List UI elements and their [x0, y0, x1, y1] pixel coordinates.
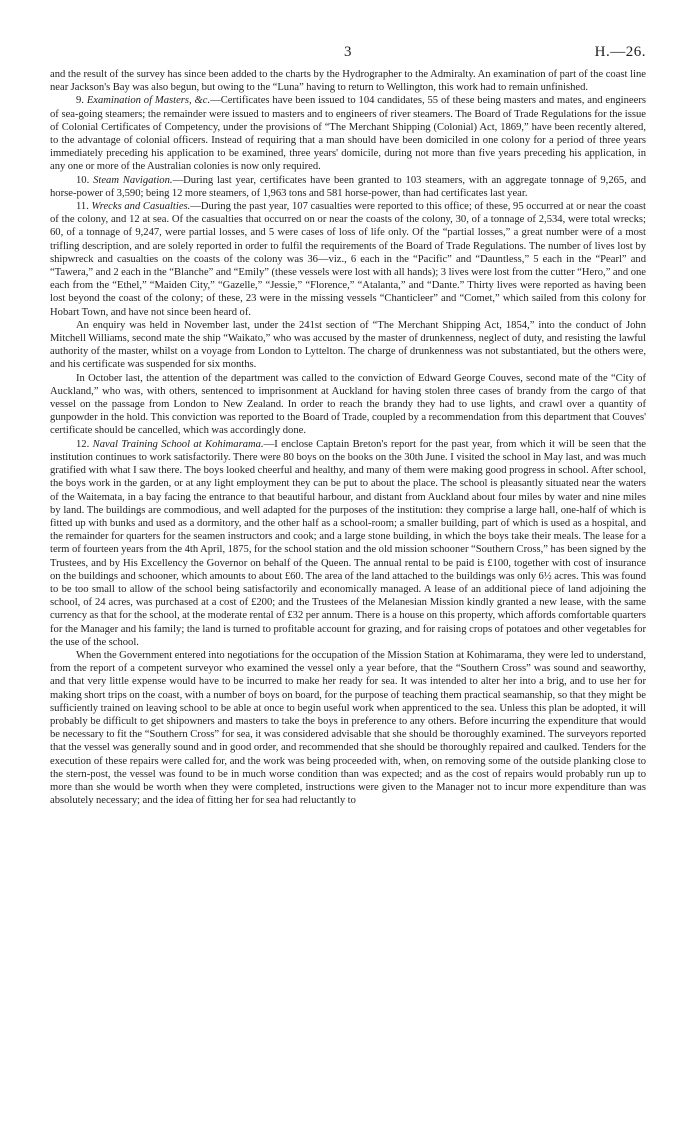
section-number: 11.: [76, 201, 89, 213]
paragraph-text: An enquiry was held in November last, under the 241st section of “The Merchant Shipping Act, 1854,” into the conduct of John Mitchell Williams, second mate the ship “Waikato,” who was accused by the master of drunkenness, neglect of duty, and resisting the lawful authority of the master, whilst on a voyage from London to Lyttelton. The charge of drunkenness was not substantiated, but the others were, and his certificate was suspended for six months.: [50, 319, 646, 371]
section-number: 10.: [76, 174, 90, 186]
page-number: 3: [344, 44, 352, 60]
paragraph-text: —I enclose Captain Breton's report for the past year, from which it will be seen that the institution continues to work satisfactorily. There were 80 boys on the books on the 30th June. I visited the school in May last, and was much gratified with what I saw there. The boys looked cheerful and healthy, and many of them were making good progress in school. After school, the boys work in the garden, or at any light employment they can be put to about the place. The school is pleasantly situated near the waters of the Waitemata, in a bay facing the entrance to that beautiful harbour, and distant from Auckland about four miles by water and nine miles by land. The buildings are commodious, and well adapted for the purposes of the institution: they comprise a large hall, one-half of which is fitted up with bunks and used as a dormitory, and the other half as a school-room; a smaller building, part of which is used as a hospital, and the remainder for quarters for the seamen instructors and cook; and a large stone building, in which the boys take their meals. The lease for a term of fourteen years from the 4th April, 1875, for the school station and the old mission schooner “Southern Cross,” has been signed by the Trustees, and by His Excellency the Governor on behalf of the Queen. The annual rental to be paid is £100, together with cost of insurance on the buildings and schooner, which amounts to about £60. The area of the land attached to the buildings was only 6½ acres. This was found to be too small to allow of the school being satisfactorily and economically managed. A lease of an additional piece of land adjoining the school, of 24 acres, was purchased at a cost of £200; and the Trustees of the Melanesian Mission kindly granted a new lease, with the same currency as that for the school, at the moderate rental of £32 per annum. There is a house on this property, which affords comfortable quarters for the Manager and his family; the land is turned to profitable account for grazing, and for raising crops of potatoes and other vegetables for the use of the school.: [50, 438, 646, 648]
section-title: Naval Training School at Kohimarama.: [92, 438, 264, 450]
section-number: 9.: [76, 95, 84, 107]
paragraph-southern-cross: [50, 649, 646, 807]
paragraph-text: In October last, the attention of the department was called to the conviction of Edward George Couves, second mate of the “City of Auckland,” who was, with others, sentenced to imprisonment at Auckland for having stolen three cases of brandy from the cargo of that vessel on the passage from London to New Zealand. In order to reach the brandy they had to use lights, and crawl over a quantity of gunpowder in the hold. This conviction was reported to the Board of Trade, coupled by a recommendation from this department that Couves' certificate should be cancelled, which was accordingly done.: [50, 372, 646, 437]
paragraph-text: —During the past year, 107 casualties were reported to this office; of these, 95 occurred at or near the coast of the colony, and 12 at sea. Of the casualties that occurred on or near the coasts of the colony, 30, of a tonnage of 2,534, were total wrecks; 60, of a tonnage of 9,247, were partial losses, and 5 were cases of loss of life only. Of the “partial losses,” a great number were of a most trifling description, and are solely reported in order to fulfil the requirements of the Board of Trade Regulations. The number of lives lost by shipwreck and casualties on the coasts of the colony was 36—viz., 6 each in the “Pacific” and “Dauntless,” 5 each in the “Pearl” and “Tawera,” and 2 each in the “Blanche” and “Emily” (these vessels were lost with all hands); 3 lives were lost from the cutter “Hero,” and one each from the “Ethel,” “Maiden City,” “Gazelle,” “Jessie,” “Florence,” “Atalanta,” and “Dante.” Thirty lives were reported as having been lost beyond the coast of the colony; of these, 23 were in the missing vessels “Chanticleer” and “Comet,” which sailed from this colony for Hobart Town, and have not since been heard of.: [50, 201, 646, 318]
paragraph-text: When the Government entered into negotiations for the occupation of the Mission Station at Kohimarama, they were led to understand, from the report of a competent surveyor who examined the vessel only a year before, that the “Southern Cross” was sound and seaworthy, and that very little expense would have to be incurred to make her ready for sea. It was intended to alter her into a brig, and to use her for making short trips on the coast, with a number of boys on board, for the purpose of teaching them practical seamanship, so that they might be sufficiently trained on leaving school to be able at once to begin useful work when apprenticed to the sea. Unless this plan be adopted, it will probably be difficult to get shipowners and masters to take the boys in preference to any others. Before incurring the expenditure that would be necessary to fit the “Southern Cross” for sea, it was considered advisable that she should be thoroughly examined. The surveyors reported that the vessel was generally sound and in good order, and recommended that she should be thoroughly repaired and caulked. Tenders for the execution of these repairs were called for, and the work was being proceeded with, when, on removing some of the outside planking close to the stern-post, the vessel was found to be in much worse condition than was expected; and as the cost of repairs would probably run up to more than she would be worth when they were completed, instructions were given to the Manager not to incur more expenditure than was absolutely necessary; and the idea of fitting her for sea had reluctantly to: [50, 649, 646, 807]
page-header: [50, 40, 646, 68]
paragraph-steam-navigation: [50, 174, 646, 200]
paragraph-naval-training-school: [50, 438, 646, 649]
section-title: Wrecks and Casualties.: [91, 201, 191, 213]
section-title: Steam Navigation.: [93, 174, 173, 186]
section-number: 12.: [76, 438, 90, 450]
document-body: [50, 68, 646, 807]
section-title: Examination of Masters, &c.: [86, 95, 211, 107]
paragraph-text: —Certificates have been issued to 104 candidates, 55 of these being masters and mates, and engineers of sea-going steamers; the remainder were issued to masters and to engineers of river steamers. The Board of Trade Regulations for the issue of Colonial Certificates of Competency, under the provisions of “The Merchant Shipping (Colonial) Act, 1869,” have been recently altered, to the advantage of colonial officers. Instead of requiring that a man should have been domiciled in one colony for a period of three years immediately preceding his application to be examined, three years' domicile, during not more than five years preceding his application, in any one or more of the Australian colonies is now only required.: [50, 95, 646, 173]
paragraph-enquiry: [50, 319, 646, 372]
paragraph-couves-conviction: [50, 372, 646, 438]
document-reference: H.—26.: [594, 44, 646, 60]
paragraph-examination-of-masters: [50, 94, 646, 173]
paragraph-survey-continuation: [50, 68, 646, 94]
paragraph-wrecks-and-casualties: [50, 200, 646, 319]
paragraph-text: and the result of the survey has since been added to the charts by the Hydrographer to the Admiralty. An examination of part of the coast line near Jackson's Bay was also begun, but owing to the “Luna” having to return to Wellington, this work had to remain unfinished.: [50, 69, 646, 94]
paragraph-text: —During last year, certificates have been granted to 103 steamers, with an aggregate tonnage of 9,265, and horse-power of 3,590; being 12 more steamers, of 1,963 tons and 581 horse-power, than had certificates last year.: [50, 174, 646, 199]
